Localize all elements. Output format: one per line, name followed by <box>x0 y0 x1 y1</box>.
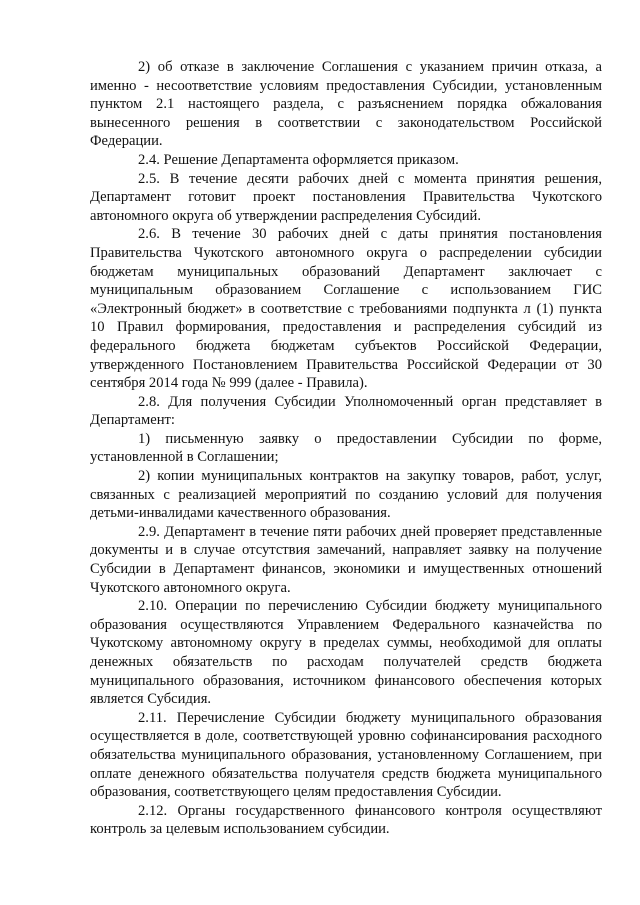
paragraph-2-4: 2.4. Решение Департамента оформляется приказом. <box>138 151 459 168</box>
paragraph-2-5: 2.5. В течение десяти рабочих дней с момента принятия решения, Департамент готовит проект постановления Правительства Чукотского автономного округа об утверждении распределения Субсидий. <box>90 170 602 224</box>
paragraph-2-9: 2.9. Департамент в течение пяти рабочих дней проверяет представленные документы и в случае отсутствия замечаний, направляет заявку на получение Субсидии в Департамент финансов, экономики и имущественных отношений Чукотского автономного округа. <box>90 523 602 596</box>
paragraph-2-8-item-1: 1) письменную заявку о предоставлении Субсидии по форме, установленной в Соглашении; <box>90 430 602 466</box>
paragraph-2-8: 2.8. Для получения Субсидии Уполномоченный орган представляет в Департамент: <box>90 393 602 429</box>
paragraph-2-11: 2.11. Перечисление Субсидии бюджету муниципального образования осуществляется в доле, соответствующей уровню софинансирования расходного обязательства муниципального образования, установленному Соглашением, при оплате денежного обязательства получателя средств бюджета муниципального образования, соответствующего целям предоставления Субсидии. <box>90 709 602 801</box>
paragraph-refusal-reason: 2) об отказе в заключение Соглашения с указанием причин отказа, а именно - несоответствие условиям предоставления Субсидии, установленным пунктом 2.1 настоящего раздела, с разъяснением порядка обжалования вынесенного решения в соответствии с законодательством Российской Федерации. <box>90 59 602 150</box>
document-page <box>90 58 602 839</box>
paragraph-2-8-item-2: 2) копии муниципальных контрактов на закупку товаров, работ, услуг, связанных с реализацией мероприятий по созданию условий для получения детьми-инвалидами качественного образования. <box>90 468 602 522</box>
paragraph-2-12: 2.12. Органы государственного финансового контроля осуществляют контроль за целевым использованием субсидии. <box>90 802 602 838</box>
paragraph-2-10: 2.10. Операции по перечислению Субсидии бюджету муниципального образования осуществляются Управлением Федерального казначейства по Чукотскому автономному округу в пределах суммы, необходимой для оплаты денежных обязательств по расходам получателей средств бюджета муниципального образования, источником финансового обеспечения которых является Субсидия. <box>90 598 602 708</box>
paragraph-2-6: 2.6. В течение 30 рабочих дней с даты принятия постановления Правительства Чукотского автономного округа о распределении субсидии бюджетам муниципальных образований Департамент заключает с муниципальным образованием Соглашение с использованием ГИС «Электронный бюджет» в соответствие с требованиями подпункта л (1) пункта 10 Правил формирования, предоставления и распределения субсидий из федерального бюджета бюджетам субъектов Российской Федерации, утвержденного Постановлением Правительства Российской Федерации от 30 сентября 2014 года № 999 (далее - Правила). <box>90 226 602 392</box>
